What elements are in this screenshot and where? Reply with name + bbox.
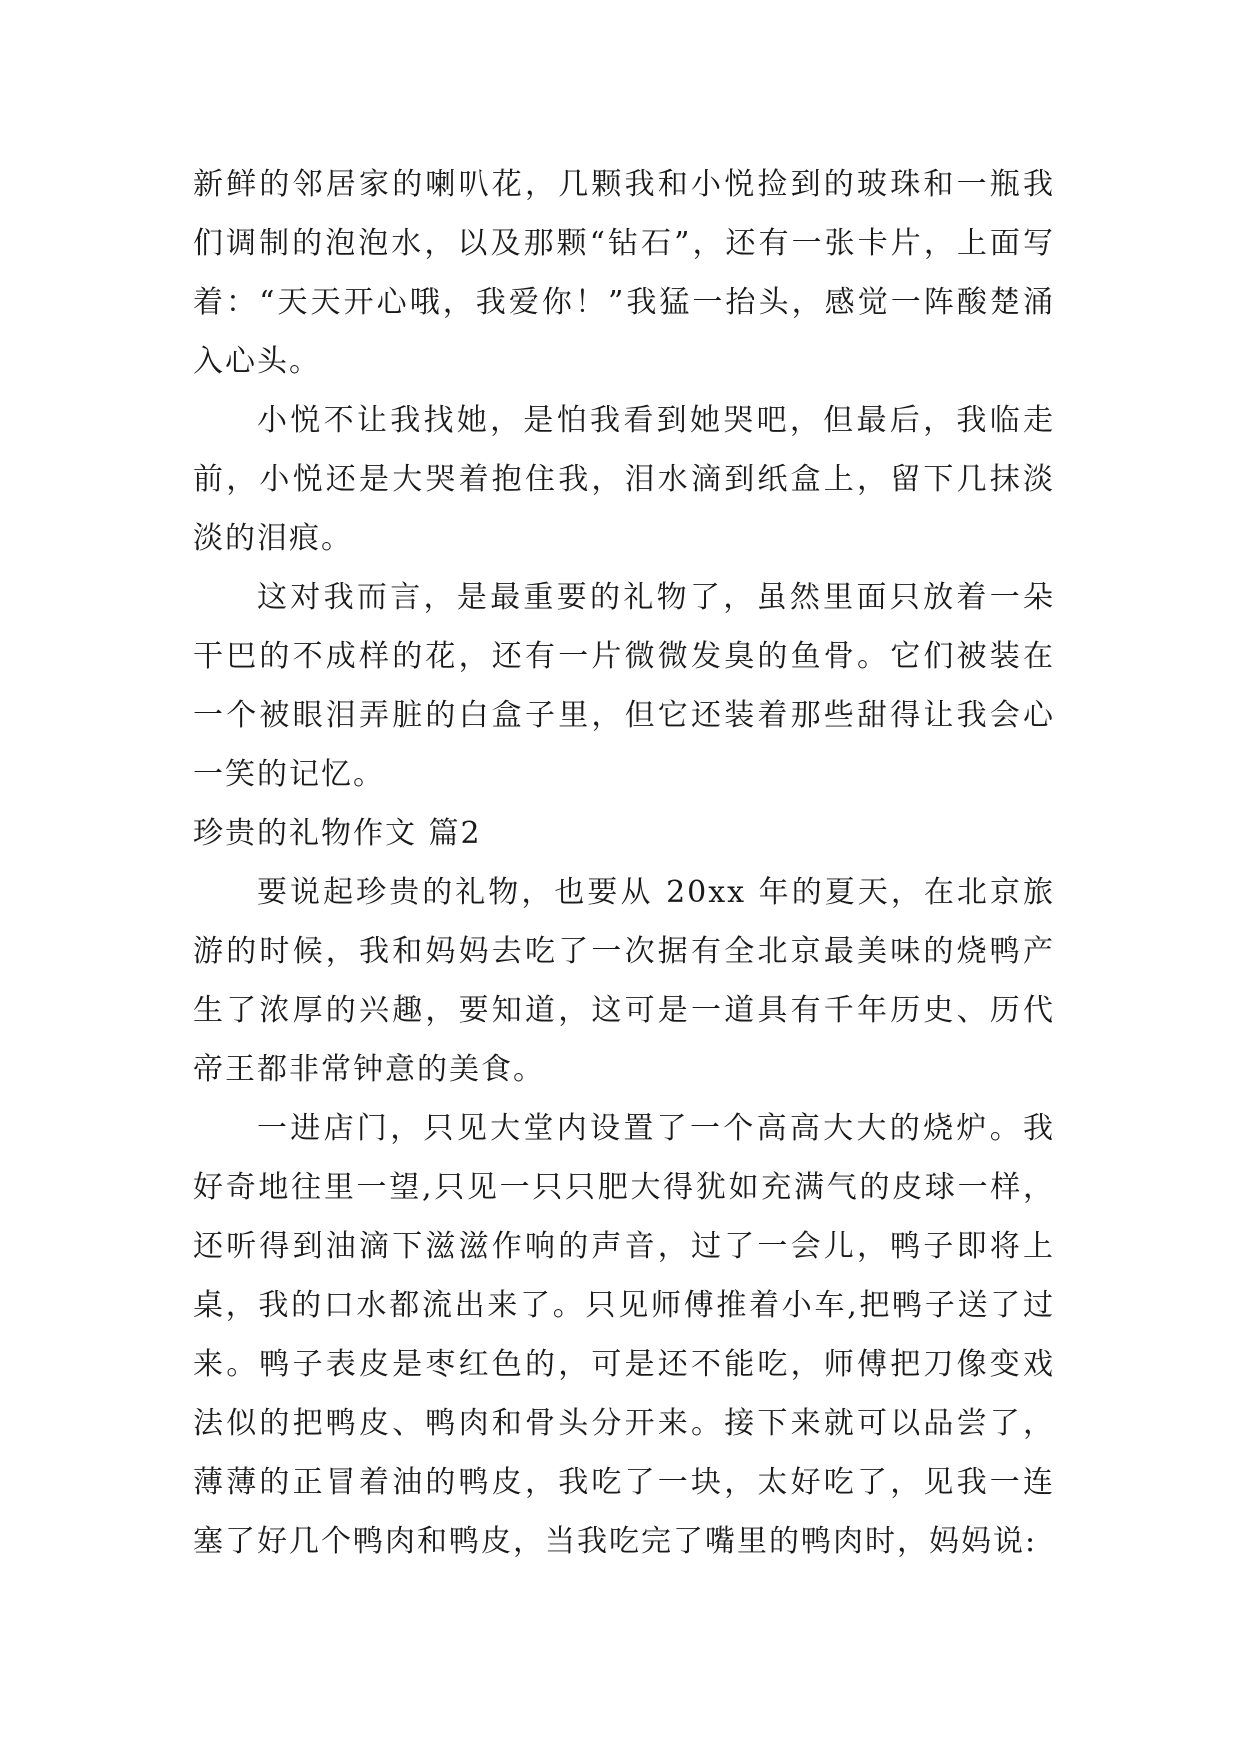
paragraph-2: 小悦不让我找她，是怕我看到她哭吧，但最后，我临走前，小悦还是大哭着抱住我，泪水滴到纸盒上，留下几抹淡淡的泪痕。 bbox=[193, 403, 1055, 556]
section-paragraph-1: 要说起珍贵的礼物，也要从 20xx 年的夏天，在北京旅游的时候，我和妈妈去吃了一次据有全北京最美味的烧鸭产生了浓厚的兴趣，要知道，这可是一道具有千年历史、历代帝王都非常钟意的美食。 bbox=[193, 875, 1055, 1087]
section-paragraph-2: 一进店门，只见大堂内设置了一个高高大大的烧炉。我好奇地往里一望,只见一只只肥大得犹如充满气的皮球一样，还听得到油滴下滋滋作响的声音，过了一会儿，鸭子即将上桌，我的口水都流出来了。只见师傅推着小车,把鸭子送了过来。鸭子表皮是枣红色的，可是还不能吃，师傅把刀像变戏法似的把鸭皮、鸭肉和骨头分开来。接下来就可以品尝了，薄薄的正冒着油的鸭皮，我吃了一块，太好吃了，见我一连塞了好几个鸭肉和鸭皮，当我吃完了嘴里的鸭肉时，妈妈说: bbox=[193, 1111, 1055, 1559]
paragraph-1: 新鲜的邻居家的喇叭花，几颗我和小悦捡到的玻珠和一瓶我们调制的泡泡水，以及那颗“钻石”，还有一张卡片，上面写着：“天天开心哦，我爱你！”我猛一抬头，感觉一阵酸楚涌入心头。 bbox=[193, 167, 1055, 379]
document-page bbox=[193, 155, 1055, 1571]
section-title: 珍贵的礼物作文 篇2 bbox=[193, 816, 482, 851]
paragraph-3: 这对我而言，是最重要的礼物了，虽然里面只放着一朵干巴的不成样的花，还有一片微微发臭的鱼骨。它们被装在一个被眼泪弄脏的白盒子里，但它还装着那些甜得让我会心一笑的记忆。 bbox=[193, 580, 1055, 792]
